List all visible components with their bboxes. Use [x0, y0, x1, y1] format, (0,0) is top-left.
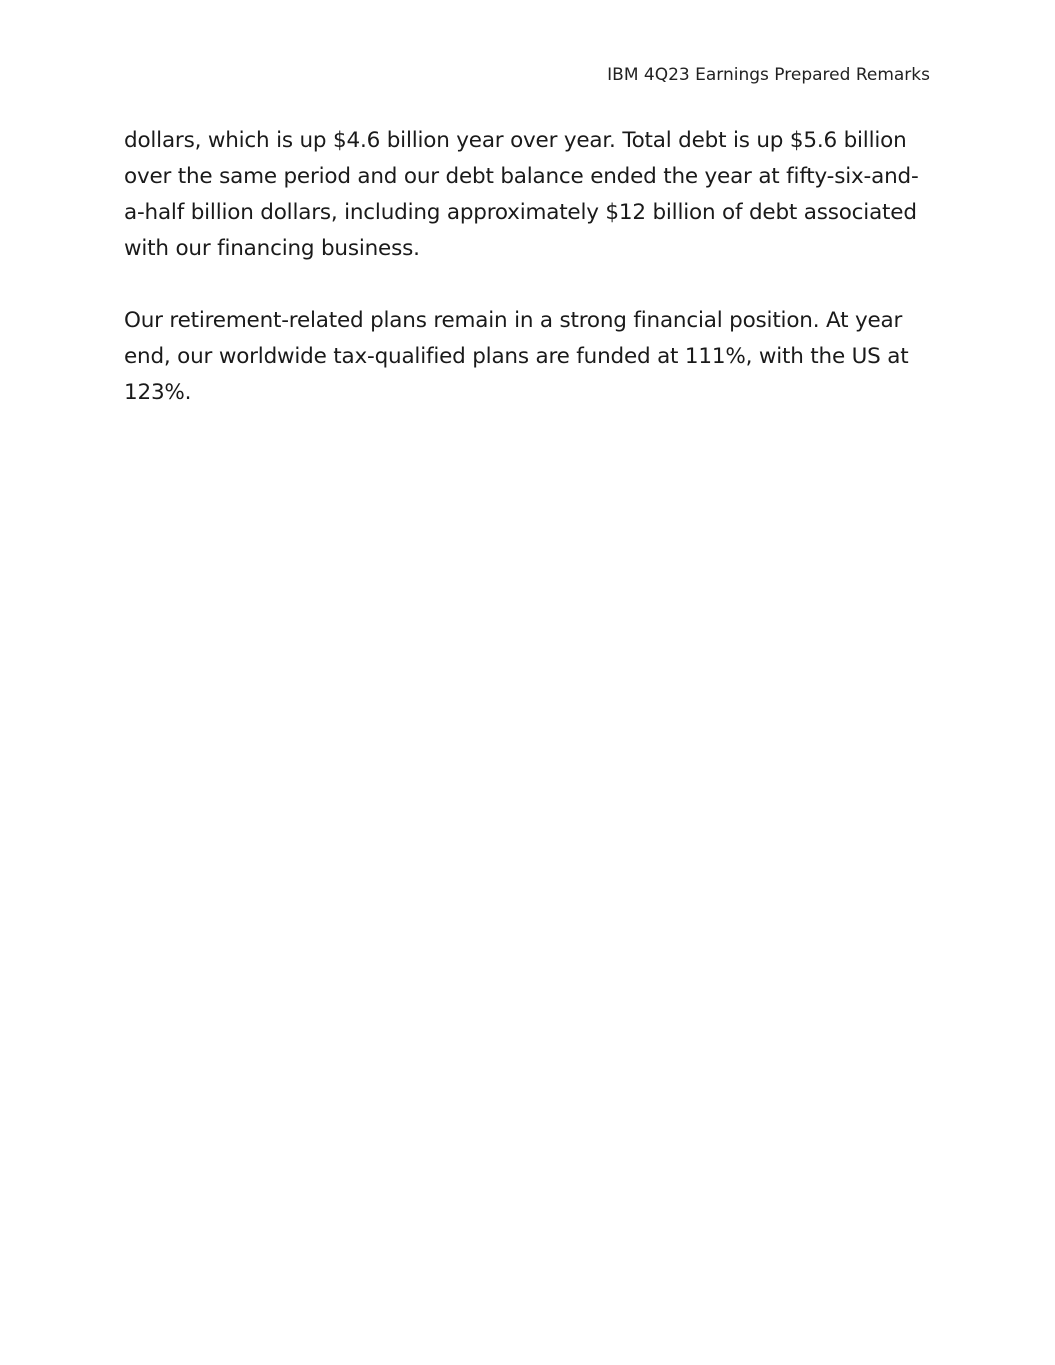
paragraph-debt: dollars, which is up $4.6 billion year over year. Total debt is up $5.6 billion over the same period and our debt balance ended the year at fifty-six-and-a-half billion dollars, including approximately $12 billion of debt associated with our financing business.	[124, 128, 919, 261]
running-header: IBM 4Q23 Earnings Prepared Remarks	[607, 65, 930, 85]
body-text	[124, 123, 936, 447]
paragraph-retirement-plans: Our retirement-related plans remain in a strong financial position. At year end, our worldwide tax-qualified plans are funded at 111%, with the US at 123%.	[124, 308, 909, 405]
